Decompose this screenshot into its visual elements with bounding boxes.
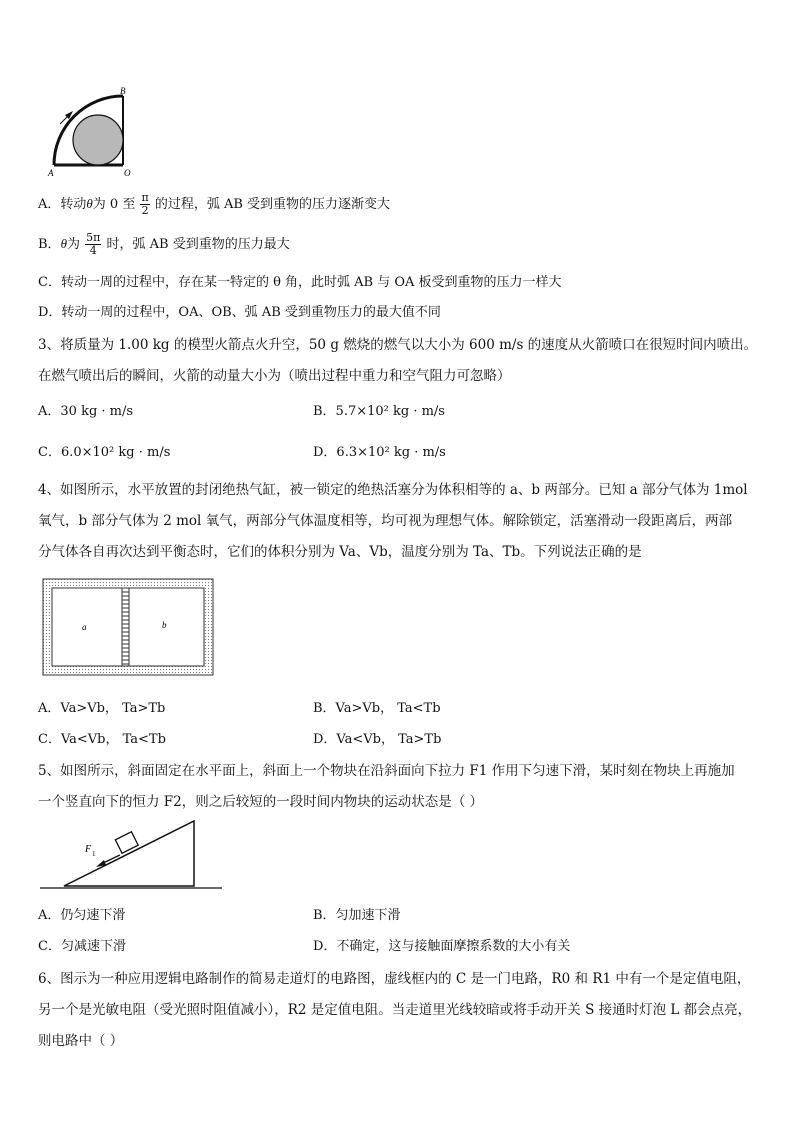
fraction	[85, 232, 101, 257]
q5-stem-line2: 一个竖直向下的恒力 F2，则之后较短的一段时间内物块的运动状态是（ ）	[38, 794, 484, 810]
fraction	[140, 192, 149, 217]
q2-option-a	[38, 192, 390, 217]
fraction-num: π	[141, 191, 149, 204]
label-F-subscript: 1	[92, 850, 96, 858]
q5-option-d: D．不确定，这与接触面摩擦系数的大小有关	[313, 939, 571, 954]
q3-stem-line1: 3、将质量为 1.00 kg 的模型火箭点火升空，50 g 燃烧的燃气以大小为 600 m/s 的速度从火箭喷口在很短时间内喷出。	[38, 337, 758, 353]
incline-figure	[38, 815, 224, 897]
q5-option-a: A．仍匀速下滑	[38, 908, 126, 923]
label-a: a	[82, 622, 87, 632]
theta-symbol: θ	[86, 196, 93, 211]
q4-option-b: B．Va>Vb， Ta<Tb	[313, 701, 441, 716]
fraction-den: 4	[89, 244, 97, 257]
q3-option-b: B．5.7×10² kg · m/s	[313, 404, 445, 419]
q4-option-a: A．Va>Vb， Ta>Tb	[38, 701, 166, 716]
q5-option-b: B．匀加速下滑	[313, 908, 401, 923]
q2-option-b-mid: 为	[66, 237, 80, 252]
q2-option-d: D．转动一周的过程中，OA、OB、弧 AB 受到重物压力的最大值不同	[38, 305, 441, 320]
label-F: F	[85, 844, 92, 855]
q3-option-d: D．6.3×10² kg · m/s	[313, 445, 446, 460]
fraction-den: 2	[141, 204, 149, 217]
q4-stem-line1: 4、如图所示，水平放置的封闭绝热气缸，被一锁定的绝热活塞分为体积相等的 a、b 两部分。已知 a 部分气体为 1mol	[38, 482, 748, 498]
label-b: b	[162, 620, 167, 630]
q6-stem-line3: 则电路中（ ）	[38, 1033, 124, 1049]
cylinder-figure	[42, 578, 214, 676]
q5-stem-line1: 5、如图所示，斜面固定在水平面上，斜面上一个物块在沿斜面向下拉力 F1 作用下匀速下滑，某时刻在物块上再施加	[38, 763, 735, 779]
theta-symbol: θ	[60, 236, 67, 251]
fraction-num: 5π	[86, 231, 101, 244]
q2-option-b	[38, 232, 290, 257]
label-B: B	[120, 86, 126, 96]
q3-stem-line2: 在燃气喷出后的瞬间，火箭的动量大小为（喷出过程中重力和空气阻力可忽略）	[38, 368, 511, 384]
q6-stem-line1: 6、图示为一种应用逻辑电路制作的简易走道灯的电路图，虚线框内的 C 是一门电路，R0 和 R1 中有一个是定值电阻，	[38, 971, 751, 987]
q4-stem-line2: 氧气，b 部分气体为 2 mol 氧气，两部分气体温度相等，均可视为理想气体。解除锁定，活塞滑动一段距离后，两部	[38, 513, 733, 529]
label-O: O	[124, 168, 131, 178]
q2-option-a-mid: 为 0 至	[92, 197, 136, 212]
q3-option-a: A．30 kg · m/s	[38, 404, 134, 419]
q4-option-d: D．Va<Vb， Ta>Tb	[313, 732, 442, 747]
q4-option-c: C．Va<Vb， Ta<Tb	[38, 732, 166, 747]
q2-option-b-pre: B．	[38, 237, 61, 252]
q4-stem-line3: 分气体各自再次达到平衡态时，它们的体积分别为 Va、Vb，温度分别为 Ta、Tb。下列说法正确的是	[38, 544, 642, 560]
quarter-circle-figure	[40, 82, 140, 182]
q2-option-a-post: 的过程，弧 AB 受到重物的压力逐渐变大	[154, 197, 391, 212]
q3-option-c: C．6.0×10² kg · m/s	[38, 445, 171, 460]
q2-option-a-pre: A．转动	[38, 197, 87, 212]
q6-stem-line2: 另一个是光敏电阻（受光照时阻值减小），R2 是定值电阻。当走道里光线较暗或将手动开关 S 接通时灯泡 L 都会点亮，	[38, 1002, 752, 1018]
q2-option-b-post: 时，弧 AB 受到重物的压力最大	[106, 237, 290, 252]
label-A: A	[48, 168, 54, 178]
q5-option-c: C．匀减速下滑	[38, 939, 126, 954]
q2-option-c: C．转动一周的过程中，存在某一特定的 θ 角，此时弧 AB 与 OA 板受到重物的压力一样大	[38, 275, 562, 290]
